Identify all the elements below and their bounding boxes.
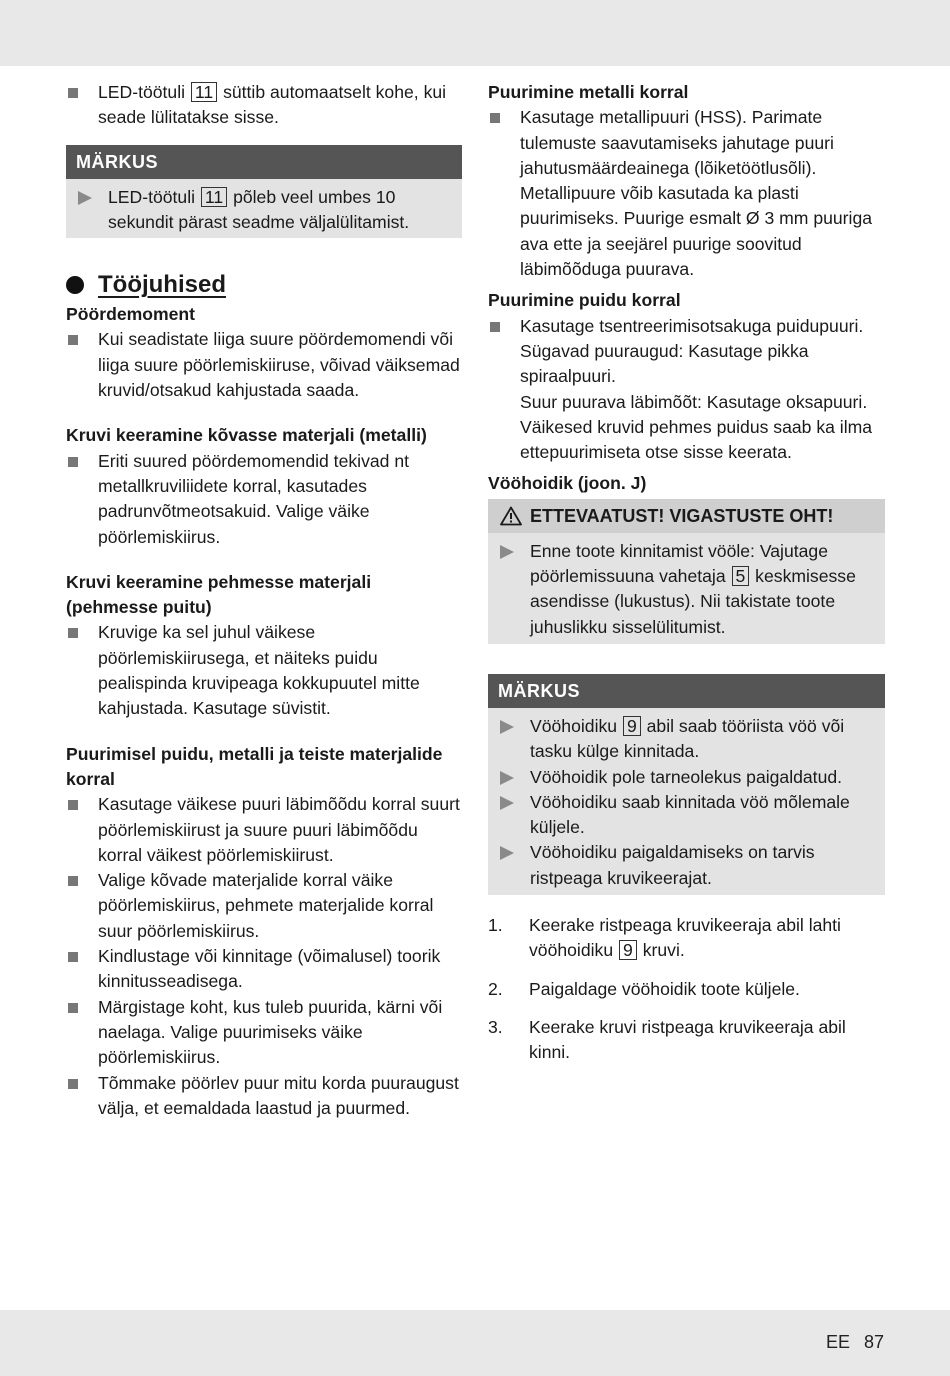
- list-item: Kasutage väikese puuri läbimõõdu korral suurt pöörlemiskiirust ja suure puuri läbimõõdu korral väikest pöörlemiskiirust.: [66, 792, 462, 868]
- square-bullet-icon: [490, 113, 500, 123]
- page-footer: [826, 1332, 884, 1353]
- square-bullet-icon: [68, 952, 78, 962]
- warning-title-bar: [488, 499, 885, 533]
- list-item: Kruvige ka sel juhul väikese pöörlemiskiirusega, et näiteks puidu pealispinda kruvipeaga kokkupuutel mitte kahjustada. Kasutage süvistit.: [66, 620, 462, 721]
- reference-number: 11: [201, 187, 227, 207]
- list-item: Kasutage tsentreerimisotsakuga puidupuuri. Sügavad puuraugud: Kasutage pikka spiraalpuuri. Suur puurava läbimõõt: Kasutage oksapuuri. Väikesed kruvid pehmes puidus saab ka ilma ettepuurimiseta otse sisse keerata.: [488, 314, 885, 466]
- subheading: Puurimisel puidu, metalli ja teiste materjalide korral: [66, 743, 443, 789]
- note-item: Vööhoidiku 9 abil saab tööriista vöö või tasku külge kinnitada.: [498, 714, 885, 765]
- list-item: Kasutage metallipuuri (HSS). Parimate tulemuste saavutamiseks jahutage puuri jahutusmäärdeainega (lõiketöötlusõli). Metallipuure võib kasutada ka plasti puurimiseks. Puurige esmalt Ø 3 mm puuriga ava ette ja seejärel puurige soovitud läbimõõduga puurava.: [488, 105, 885, 282]
- square-bullet-icon: [68, 876, 78, 886]
- note-box: [66, 145, 462, 239]
- square-bullet-icon: [68, 88, 78, 98]
- subheading: Puurimine metalli korral: [488, 82, 689, 102]
- warning-body: [488, 533, 885, 644]
- list-item: Tõmmake pöörlev puur mitu korda puuraugust välja, et eemaldada laastud ja puurmed.: [66, 1071, 462, 1122]
- reference-number: 5: [732, 566, 750, 586]
- list-item: Kindlustage või kinnitage (võimalusel) toorik kinnitusseadisega.: [66, 944, 462, 995]
- numbered-step: 3. Keerake kruvi ristpeaga kruvikeeraja abil kinni.: [488, 1016, 846, 1063]
- triangle-bullet-icon: [500, 846, 514, 860]
- note-title: MÄRKUS: [488, 674, 885, 708]
- step-number: 3.: [488, 1016, 503, 1037]
- subheading: Puurimine puidu korral: [488, 290, 681, 311]
- subheading: Pöördemoment: [66, 304, 196, 325]
- warning-item: Enne toote kinnitamist vööle: Vajutage pöörlemissuuna vahetaja 5 keskmisesse asendisse (lukustus). Nii takistate toote juhuslikku sisselülitumist.: [498, 539, 885, 640]
- step-number: 1.: [488, 915, 503, 936]
- note-item: Vööhoidik pole tarneolekus paigaldatud.: [498, 765, 885, 790]
- subheading: Kruvi keeramine kõvasse materjali (metalli): [66, 425, 427, 446]
- list-item: Valige kõvade materjalide korral väike pöörlemiskiirus, pehmete materjalide korral suur pöörlemiskiirus.: [66, 868, 462, 944]
- list-item: Märgistage koht, kus tuleb puurida, kärni või naelaga. Valige puurimiseks väike pöörlemiskiirus.: [66, 995, 462, 1071]
- subheading: Vööhoidik (joon. J): [488, 473, 647, 494]
- left-column: [66, 80, 462, 1121]
- triangle-bullet-icon: [78, 191, 92, 205]
- note-title: MÄRKUS: [66, 145, 462, 179]
- square-bullet-icon: [490, 322, 500, 332]
- right-column: [488, 80, 885, 1066]
- note-item: Vööhoidiku saab kinnitada vöö mõlemale küljele.: [498, 790, 885, 841]
- language-code: EE: [825, 1332, 850, 1352]
- section-title: Tööjuhised: [66, 268, 462, 302]
- warning-triangle-icon: [500, 506, 522, 526]
- square-bullet-icon: [68, 1079, 78, 1089]
- note-item: LED-töötuli 11 põleb veel umbes 10 sekundit pärast seadme väljalülitamist.: [76, 185, 462, 236]
- triangle-bullet-icon: [500, 720, 514, 734]
- reference-number: 9: [623, 716, 641, 736]
- square-bullet-icon: [68, 457, 78, 467]
- list-item: Eriti suured pöördemomendid tekivad nt metallkruviliidete korral, kasutades padrunvõtmeotsakuid. Valige väike pöörlemiskiirus.: [66, 449, 462, 550]
- square-bullet-icon: [68, 800, 78, 810]
- triangle-bullet-icon: [500, 771, 514, 785]
- step-number: 2.: [488, 978, 503, 999]
- reference-number: 11: [191, 82, 217, 102]
- page-number: 87: [863, 1332, 884, 1352]
- subheading: Kruvi keeramine pehmesse materjali (pehmesse puitu): [66, 571, 372, 618]
- square-bullet-icon: [68, 1003, 78, 1013]
- note-item: Vööhoidiku paigaldamiseks on tarvis ristpeaga kruvikeerajat.: [498, 840, 885, 891]
- bullet-dot-icon: [66, 276, 84, 294]
- warning-box: [488, 499, 885, 644]
- note-body: [488, 708, 885, 895]
- numbered-step: 2. Paigaldage vööhoidik toote küljele.: [488, 977, 885, 1002]
- reference-number: 9: [619, 940, 637, 960]
- warning-title: ETTEVAATUST! VIGASTUSTE OHT!: [530, 505, 834, 526]
- note-body: [66, 179, 462, 239]
- square-bullet-icon: [68, 628, 78, 638]
- numbered-step: 1. Keerake ristpeaga kruvikeeraja abil lahti vööhoidiku 9 kruvi.: [488, 915, 841, 961]
- page-footer-band: [0, 1310, 950, 1376]
- note-box: [488, 674, 885, 895]
- triangle-bullet-icon: [500, 796, 514, 810]
- list-item: Kui seadistate liiga suure pöördemomendi või liiga suure pöörlemiskiiruse, võivad väiksemad kruvid/otsakud kahjustada saada.: [66, 327, 462, 403]
- triangle-bullet-icon: [500, 545, 514, 559]
- list-item: LED-töötuli 11 süttib automaatselt kohe, kui seade lülitatakse sisse.: [66, 80, 462, 131]
- page-header-band: [0, 0, 950, 66]
- square-bullet-icon: [68, 335, 78, 345]
